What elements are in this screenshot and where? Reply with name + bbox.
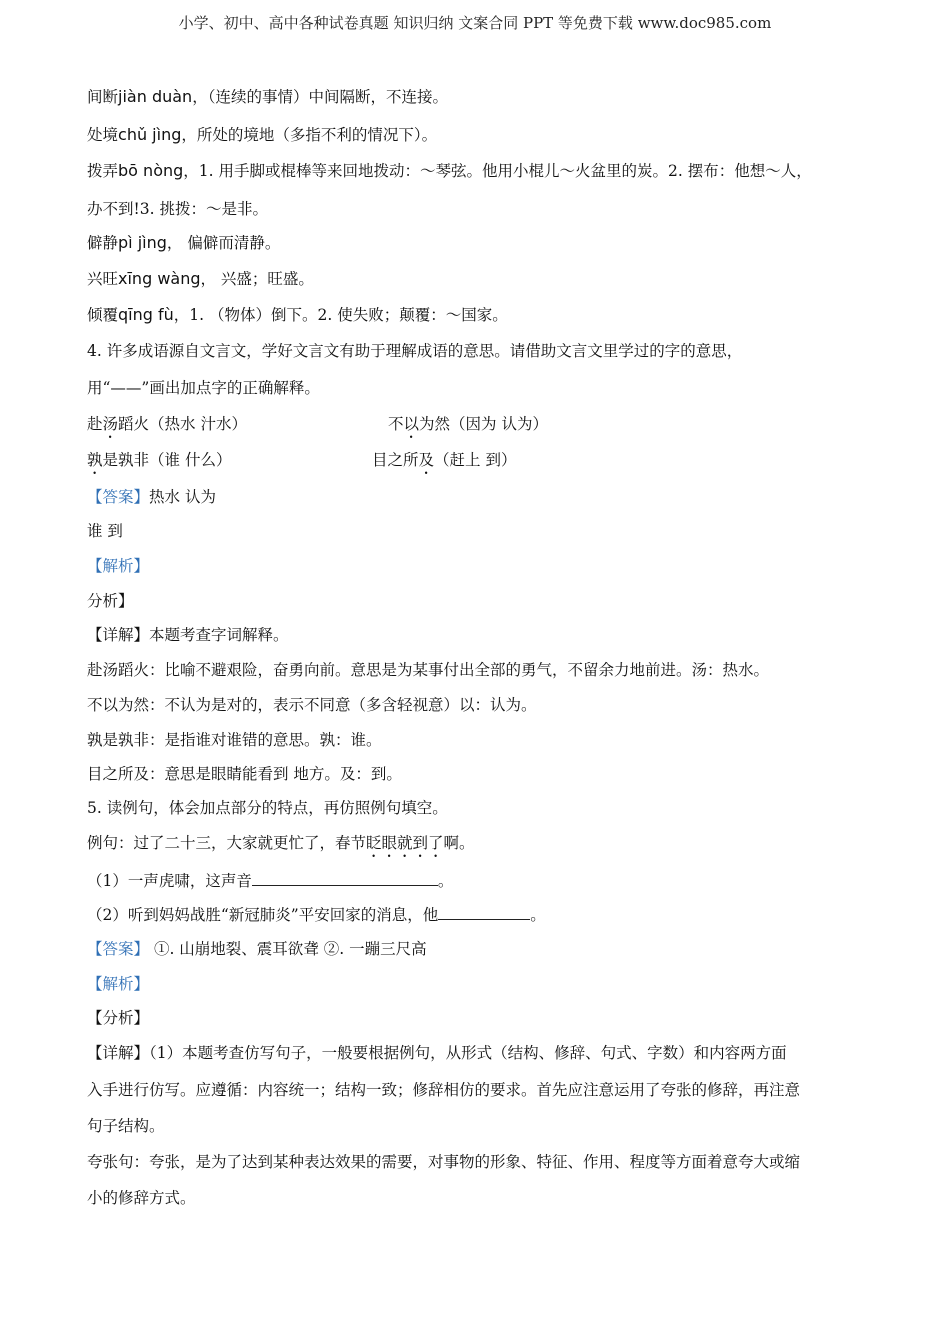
q4-fenxi: 分析】	[87, 592, 134, 610]
q4-exp-4: 目之所及：意思是眼睛能看到 地方。及：到。	[87, 765, 402, 783]
q4-items-row-2	[87, 449, 867, 478]
vocab-line-3: 拨弄bō nòng，1. 用手脚或棍棒等来回地拨动：～琴弦。他用小棍儿～火盆里的炭。2. 摆布：他想～人，	[87, 161, 812, 180]
q5-example: 例句：过了二十三，大家就更忙了，春节眨眼就到了啊。	[87, 834, 475, 852]
q5-detail-4: 夸张句：夸张，是为了达到某种表达效果的需要，对事物的形象、特征、作用、程度等方面着意夸大或缩	[87, 1153, 801, 1171]
q4-exp-3: 孰是孰非：是指谁对谁错的意思。孰：谁。	[87, 731, 382, 749]
vocab-line-4: 僻静pì jìng， 偏僻而清静。	[87, 233, 281, 252]
q4-answer: 【答案】热水 认为	[87, 488, 216, 506]
q5-item-2: （2）听到妈妈战胜“新冠肺炎”平安回家的消息，他 。	[87, 903, 546, 926]
q5-item-1: （1）一声虎啸，这声音 。	[87, 869, 453, 892]
q4-exp-2: 不以为然：不认为是对的，表示不同意（多含轻视意）以：认为。	[87, 696, 537, 714]
q4-stem-1: 4. 许多成语源自文言文，学好文言文有助于理解成语的意思。请借助文言文里学过的字的意思，	[87, 342, 743, 360]
vocab-line-1: 间断jiàn duàn，（连续的事情）中间隔断，不连接。	[87, 87, 448, 106]
vocab-line-2: 处境chǔ jìng，所处的境地（多指不利的情况下）。	[87, 125, 438, 144]
idiom-item-4: 目之所及（赶上 到）	[372, 451, 517, 469]
idiom-item-1: 赴汤蹈火（热水 汁水）	[87, 415, 247, 433]
idiom-item-2: 不以为然（因为 认为）	[388, 415, 548, 433]
answer-blank-2[interactable]	[438, 903, 530, 920]
q5-detail-1: 【详解】（1）本题考查仿写句子，一般要根据例句，从形式（结构、修辞、句式、字数）和内容两方面	[87, 1044, 787, 1062]
q4-stem-2: 用“——”画出加点字的正确解释。	[87, 379, 320, 397]
vocab-line-6: 倾覆qīng fù，1. （物体）倒下。2. 使失败；颠覆：～国家。	[87, 305, 508, 324]
q5-detail-5: 小的修辞方式。	[87, 1189, 196, 1207]
q5-detail-3: 句子结构。	[87, 1117, 165, 1135]
page-header: 小学、初中、高中各种试卷真题 知识归纳 文案合同 PPT 等免费下载 www.doc985.com	[178, 14, 772, 32]
q5-detail-2: 入手进行仿写。应遵循：内容统一；结构一致；修辞相仿的要求。首先应注意运用了夸张的修辞，再注意	[87, 1081, 801, 1099]
answer-blank-1[interactable]	[252, 869, 438, 886]
q4-items-row-1	[87, 413, 867, 442]
q4-exp-1: 赴汤蹈火：比喻不避艰险，奋勇向前。意思是为某事付出全部的勇气，不留余力地前进。汤：热水。	[87, 661, 770, 679]
q4-detail: 【详解】本题考查字词解释。	[87, 626, 289, 644]
vocab-line-5: 兴旺xīng wàng， 兴盛；旺盛。	[87, 269, 314, 288]
idiom-item-3: 孰是孰非（谁 什么）	[87, 451, 232, 469]
q5-analysis-tag: 【解析】	[87, 975, 150, 993]
answer-tag-2: 【答案】	[87, 940, 150, 958]
answer-tag: 【答案】	[87, 488, 150, 506]
q5-fenxi: 【分析】	[87, 1009, 150, 1027]
q4-answer-2: 谁 到	[87, 522, 123, 540]
q5-stem: 5. 读例句，体会加点部分的特点，再仿照例句填空。	[87, 799, 448, 817]
q4-analysis-tag: 【解析】	[87, 557, 150, 575]
q5-answer: 【答案】 ①. 山崩地裂、震耳欲聋 ②. 一蹦三尺高	[87, 940, 427, 958]
vocab-line-3-cont: 办不到!3. 挑拨：～是非。	[87, 200, 268, 218]
